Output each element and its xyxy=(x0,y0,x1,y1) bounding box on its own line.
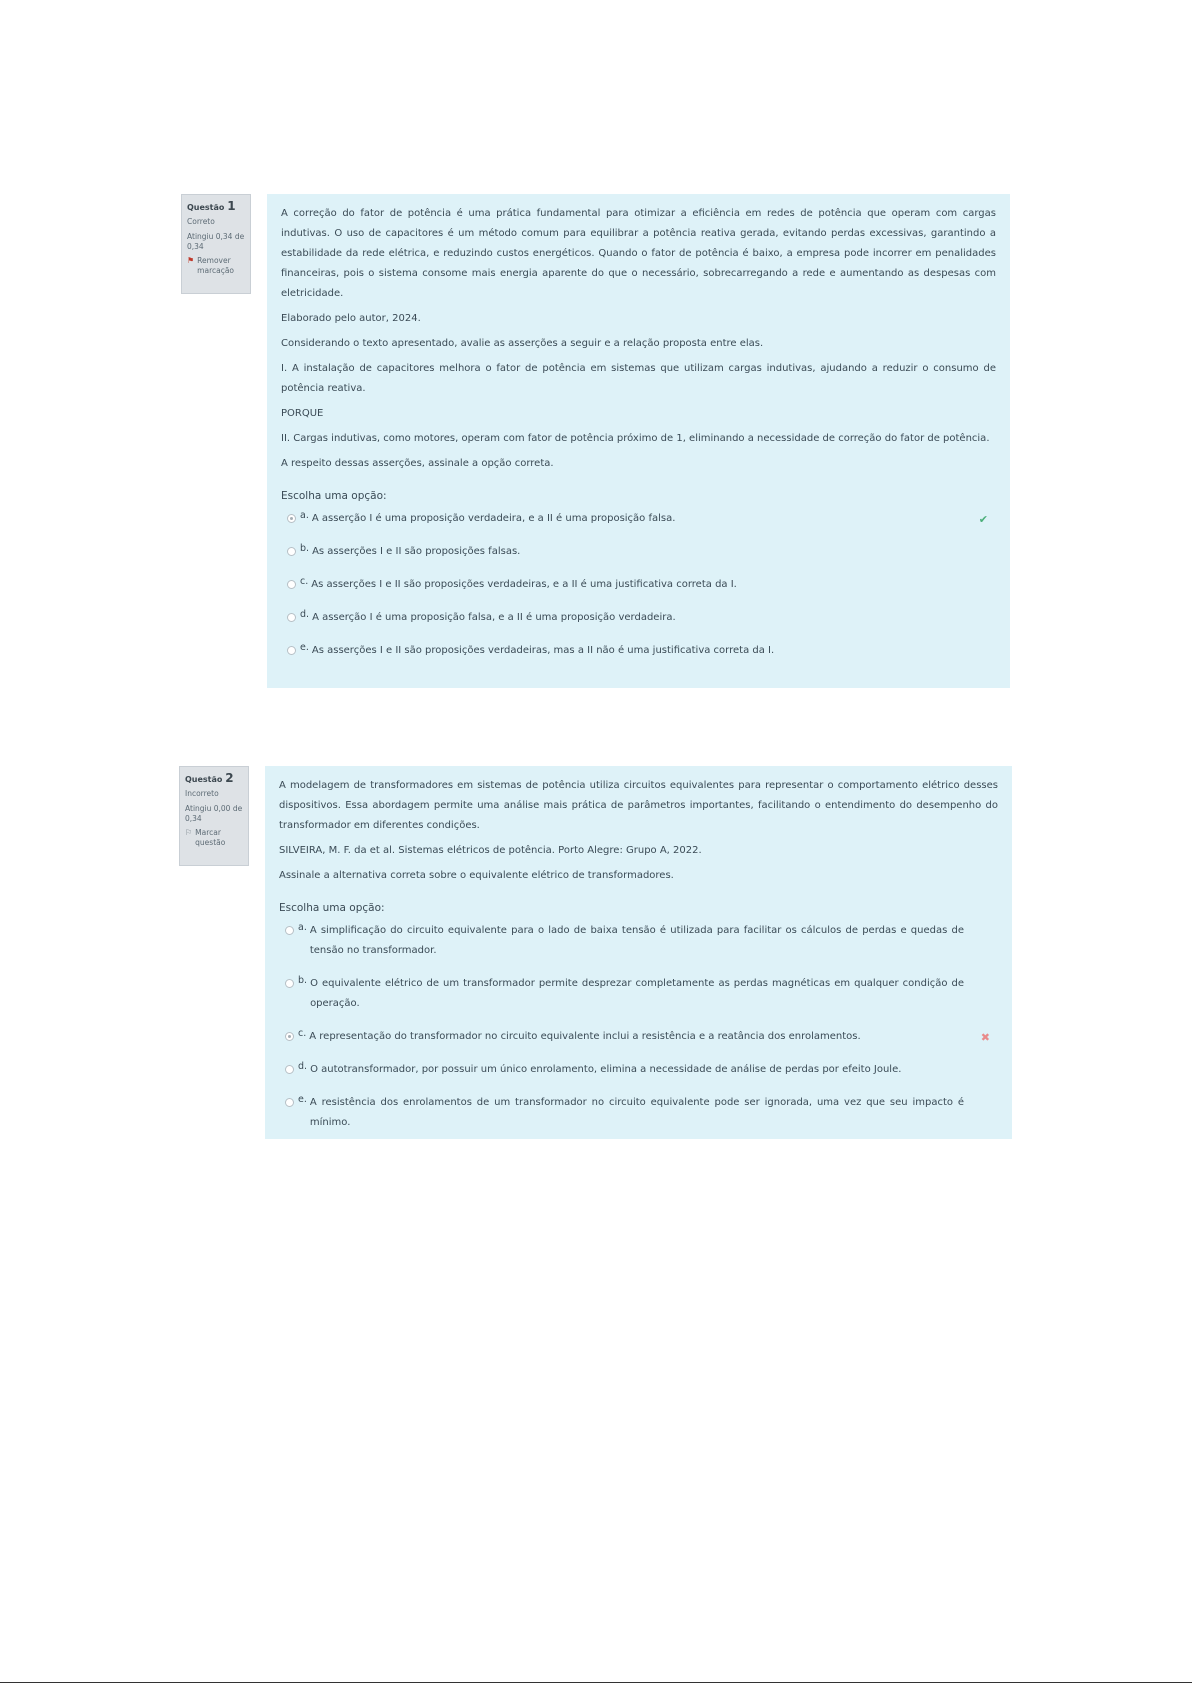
question-text-paragraph: A respeito dessas asserções, assinale a opção correta. xyxy=(281,458,554,469)
answer-option-d[interactable]: d. O autotransformador, por possuir um único enrolamento, elimina a necessidade de análise de perdas por efeito Joule. xyxy=(279,1060,998,1080)
answer-option-e[interactable]: e. As asserções I e II são proposições verdadeiras, mas a II não é uma justificativa correta da I. xyxy=(281,641,996,661)
radio-button-selected[interactable] xyxy=(287,514,296,523)
radio-button[interactable] xyxy=(285,979,294,988)
question-number: Questão 1 xyxy=(187,199,236,213)
question-1-content xyxy=(267,194,1010,688)
question-state: Correto xyxy=(187,217,215,226)
question-number: Questão 2 xyxy=(185,771,234,785)
flag-outline-icon: ⚐ xyxy=(185,828,193,837)
question-grade: Atingiu 0,34 de 0,34 xyxy=(187,232,245,251)
radio-button-selected[interactable] xyxy=(285,1032,294,1041)
question-state: Incorreto xyxy=(185,789,219,798)
answer-option-c[interactable]: c. A representação do transformador no circuito equivalente inclui a resistência e a reatância dos enrolamentos. ✖ xyxy=(279,1027,998,1047)
question-text-paragraph: A correção do fator de potência é uma prática fundamental para otimizar a eficiência em redes de potência que operam com cargas indutivas. O uso de capacitores é um método comum para equilibrar a potência reativa gerada, evitando perdas excessivas, garantindo a estabilidade da rede elétrica, e reduzindo custos energéticos. Quando o fator de potência é baixo, a empresa pode incorrer em penalidades financeiras, pois o sistema consome mais energia aparente do que o necessário, sobrecarregando a rede e aumentando as despesas com eletricidade. xyxy=(281,208,996,299)
check-icon: ✔ xyxy=(978,513,988,526)
answer-option-d[interactable]: d. A asserção I é uma proposição falsa, e a II é uma proposição verdadeira. xyxy=(281,608,996,628)
question-grade: Atingiu 0,00 de 0,34 xyxy=(185,804,243,823)
question-text-paragraph: Assinale a alternativa correta sobre o equivalente elétrico de transformadores. xyxy=(279,870,674,881)
question-text-paragraph: PORQUE xyxy=(281,408,324,419)
radio-button[interactable] xyxy=(285,1065,294,1074)
answer-options xyxy=(279,921,998,1133)
remove-flag-button[interactable]: ⚑ Remover marcação xyxy=(187,256,235,275)
answer-option-b[interactable]: b. O equivalente elétrico de um transformador permite desprezar completamente as perdas magnéticas em qualquer condição de operação. xyxy=(279,974,998,1014)
flag-question-button[interactable]: ⚐ Marcar questão xyxy=(185,828,226,847)
question-text-paragraph: A modelagem de transformadores em sistemas de potência utiliza circuitos equivalentes para representar o comportamento elétrico desses dispositivos. Essa abordagem permite uma análise mais prática de parâmetros importantes, facilitando o entendimento do desempenho do transformador em diferentes condições. xyxy=(279,780,998,831)
radio-button[interactable] xyxy=(285,1098,294,1107)
answer-option-a[interactable]: a. A asserção I é uma proposição verdadeira, e a II é uma proposição falsa. ✔ xyxy=(281,509,996,529)
question-1-info xyxy=(181,194,251,294)
radio-button[interactable] xyxy=(287,613,296,622)
question-2-info xyxy=(179,766,249,866)
answer-prompt: Escolha uma opção: xyxy=(279,902,385,914)
question-text-paragraph: II. Cargas indutivas, como motores, operam com fator de potência próximo de 1, eliminando a necessidade de correção do fator de potência. xyxy=(281,433,990,444)
answer-prompt: Escolha uma opção: xyxy=(281,490,387,502)
question-text-paragraph: SILVEIRA, M. F. da et al. Sistemas elétricos de potência. Porto Alegre: Grupo A, 2022. xyxy=(279,845,702,856)
question-text-paragraph: Elaborado pelo autor, 2024. xyxy=(281,313,421,324)
page-bottom-rule xyxy=(0,1682,1192,1683)
answer-options xyxy=(281,509,996,661)
radio-button[interactable] xyxy=(287,580,296,589)
radio-button[interactable] xyxy=(287,547,296,556)
question-text-paragraph: I. A instalação de capacitores melhora o fator de potência em sistemas que utilizam cargas indutivas, ajudando a reduzir o consumo de potência reativa. xyxy=(281,363,996,394)
answer-option-a[interactable]: a. A simplificação do circuito equivalente para o lado de baixa tensão é utilizada para facilitar os cálculos de perdas e quedas de tensão no transformador. xyxy=(279,921,998,961)
radio-button[interactable] xyxy=(285,926,294,935)
radio-button[interactable] xyxy=(287,646,296,655)
question-text-paragraph: Considerando o texto apresentado, avalie as asserções a seguir e a relação proposta entre elas. xyxy=(281,338,764,349)
answer-option-c[interactable]: c. As asserções I e II são proposições verdadeiras, e a II é uma justificativa correta da I. xyxy=(281,575,996,595)
flag-icon: ⚑ xyxy=(187,256,195,265)
question-2-content xyxy=(265,766,1012,1139)
answer-option-b[interactable]: b. As asserções I e II são proposições falsas. xyxy=(281,542,996,562)
answer-option-e[interactable]: e. A resistência dos enrolamentos de um transformador no circuito equivalente pode ser ignorada, uma vez que seu impacto é mínimo. xyxy=(279,1093,998,1133)
cross-icon: ✖ xyxy=(980,1031,990,1044)
